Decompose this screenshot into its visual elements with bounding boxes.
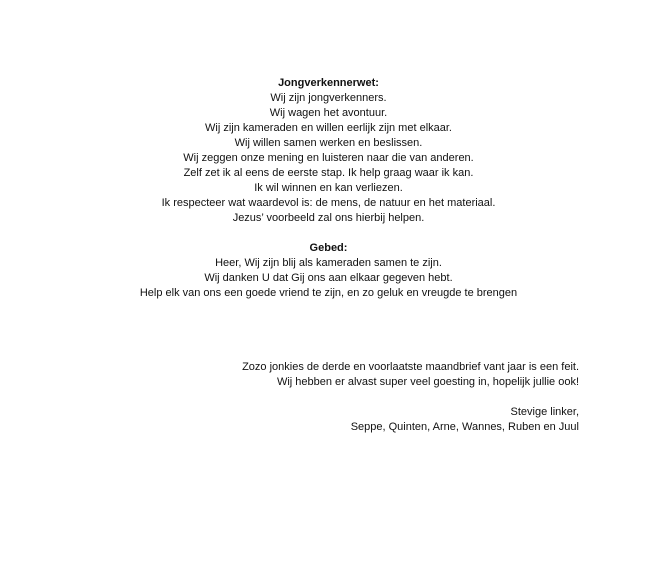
wet-line: Zelf zet ik al eens de eerste stap. Ik help graag waar ik kan. (183, 167, 474, 179)
gebed-line: Help elk van ons een goede vriend te zijn, en zo geluk en vreugde te brengen (139, 287, 518, 299)
gebed-section (0, 241, 657, 301)
closing-line: Wij hebben er alvast super veel goesting in, hopelijk jullie ook! (276, 376, 579, 388)
gebed-line: Wij danken U dat Gij ons aan elkaar gegeven hebt. (204, 272, 453, 284)
wet-line: Wij zijn kameraden en willen eerlijk zijn met elkaar. (205, 122, 452, 134)
wet-line: Wij zeggen onze mening en luisteren naar die van anderen. (183, 152, 474, 164)
wet-line: Ik wil winnen en kan verliezen. (254, 182, 403, 194)
wet-line: Wij wagen het avontuur. (269, 107, 388, 119)
wet-line: Jezus’ voorbeeld zal ons hierbij helpen. (232, 212, 425, 224)
wet-line: Wij zijn jongverkenners. (270, 92, 387, 104)
jongverkennerwet-heading: Jongverkennerwet: (278, 77, 379, 89)
gebed-heading: Gebed: (309, 242, 348, 254)
signoff-greeting: Stevige linker, (510, 406, 579, 418)
closing-paragraph (242, 360, 579, 390)
gebed-line: Heer, Wij zijn blij als kameraden samen te zijn. (215, 257, 442, 269)
closing-line: Zozo jonkies de derde en voorlaatste maandbrief vant jaar is een feit. (242, 361, 579, 373)
jongverkennerwet-section (0, 76, 657, 226)
wet-line: Wij willen samen werken en beslissen. (234, 137, 423, 149)
wet-line: Ik respecteer wat waardevol is: de mens, de natuur en het materiaal. (161, 197, 496, 209)
signoff-names: Seppe, Quinten, Arne, Wannes, Ruben en Juul (350, 421, 579, 433)
signoff (351, 405, 579, 435)
